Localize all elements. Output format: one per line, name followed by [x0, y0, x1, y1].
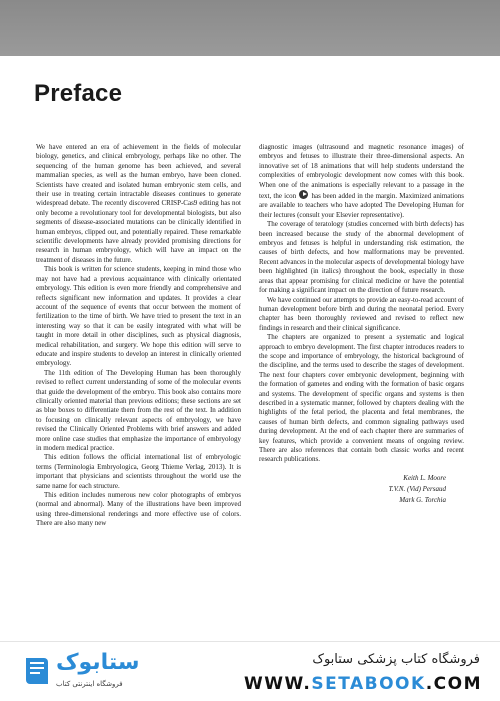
store-footer — [0, 641, 500, 701]
book-logo-icon — [22, 654, 52, 688]
author-name: T.V.N. (Vid) Persaud — [388, 484, 446, 493]
url-domain: SETABOOK — [311, 674, 426, 694]
paragraph: The 11th edition of The Developing Human has been thoroughly revised to reflect current understanding of some of the molecular events that guide the development of the embryo. This book also contains more clinically oriented material than previous editions; these sections are set as blue boxes to differentiate them from the rest of the text. In addition to focusing on clinically relevant aspects of embryology, we have revised the Clinically Oriented Problems with brief answers and added more online case studies that emphasize the importance of embryology in modern medical practice. — [36, 368, 241, 452]
paragraph: This edition includes numerous new color photographs of embryos (normal and abnormal). Many of the illustrations have been improved using three-dimensional renderings and more effective use of colors. There are also many new — [36, 491, 241, 528]
page-title: Preface — [34, 80, 123, 107]
paragraph-text: has been added in the margin. Maximized animations are available to teachers who have adopted The Developing Human for their lectures (consult your Elsevier representative). — [259, 192, 464, 219]
logo-subtext: فروشگاه اینترنتی کتاب — [56, 680, 123, 688]
top-band — [0, 0, 500, 56]
paragraph: We have entered an era of achievement in the fields of molecular biology, genetics, and clinical embryology, perhaps like no other. The sequencing of the human genome has been achieved, and several mammalian species, as well as the human embryo, have been cloned. Scientists have created and isolated human embryonic stem cells, and their use in treating certain intractable diseases continues to generate widespread debate. The recently discovered CRISP-Cas9 editing has not only become a revolutionary tool for developmental biologists, but also segments of disease-associated mutations can be clinically identified in human embryos, clipped out, and potentially repaired. These remarkable scientific developments have already provided promising directions for research in human embryology, which will have an impact on the treatment of diseases in the future. — [36, 143, 241, 264]
author-name: Keith L. Moore — [403, 473, 446, 482]
paragraph-text: diagnostic images (ultrasound and magnetic resonance images) of embryos and fetuses to illustrate their three-dimensional aspects. An innovative set of 18 animations that will help students understand the complexities of embryologic development now comes with this book. When one of the animations is especially relevant to a passage in the text, the icon — [259, 143, 464, 201]
store-name: فروشگاه کتاب پزشکی ستابوک — [312, 652, 480, 667]
store-url-link[interactable] — [244, 674, 482, 694]
left-column — [36, 143, 241, 643]
url-suffix: .COM — [425, 674, 482, 694]
paragraph: This book is written for science students, keeping in mind those who may not have had a previous acquaintance with clinically orientated embryology. This edition is even more friendly and comprehensive and reflects significant new information and updates. It provides a clear account of the sequence of events that occur between the moment of fertilization to the time of birth. We have tried to present the text in an interesting way so that it can be easily integrated with what will be taught in more detail in other disciplines, such as physical diagnosis, medical rehabilitation, and surgery. We hope this edition will serve to educate and inspire students to develop an interest in clinically oriented embryology. — [36, 265, 241, 368]
right-column — [259, 143, 464, 643]
store-logo[interactable] — [22, 648, 162, 696]
paragraph: This edition follows the official international list of embryologic terms (Terminologia Embryologica, Georg Thieme Verlag, 2013). It is important that physicians and scientists throughout the world use the same name for each structure. — [36, 453, 241, 490]
animation-play-icon — [299, 190, 308, 199]
url-prefix: WWW. — [244, 674, 312, 694]
paragraph: We have continued our attempts to provide an easy-to-read account of human development before birth and during the neonatal period. Every chapter has been thoroughly reviewed and revised to reflect new findings in research and their clinical significance. — [259, 295, 464, 332]
paragraph: The coverage of teratology (studies concerned with birth defects) has been increased because the study of the abnormal development of embryos and fetuses is helpful in understanding risk estimation, the causes of birth defects, and how malformations may be prevented. Recent advances in the molecular aspects of developmental biology have been highlighted (in italics) throughout the book, especially in those areas that appear promising for clinical medicine or have the potential for making a significant impact on the direction of future research. — [259, 220, 464, 295]
author-signatures — [259, 473, 464, 506]
preface-body — [36, 143, 464, 643]
logo-text: ستابوک — [56, 650, 140, 675]
paragraph: The chapters are organized to present a systematic and logical approach to embryo development. The first chapter introduces readers to the scope and importance of embryology, the historical background of the discipline, and the terms used to describe the stages of development. The next four chapters cover embryonic development, beginning with the formation of gametes and ending with the formation of basic organs and systems. The development of specific organs and systems is then described in a systematic manner, followed by chapters dealing with the highlights of the fetal period, the placenta and fetal membranes, the causes of human birth defects, and common signaling pathways used during development. At the end of each chapter there are summaries of key features, which provide a convenient means of ongoing review. There are also references that contain both classic works and recent research publications. — [259, 333, 464, 464]
paragraph — [259, 143, 464, 220]
author-name: Mark G. Torchia — [399, 495, 446, 504]
